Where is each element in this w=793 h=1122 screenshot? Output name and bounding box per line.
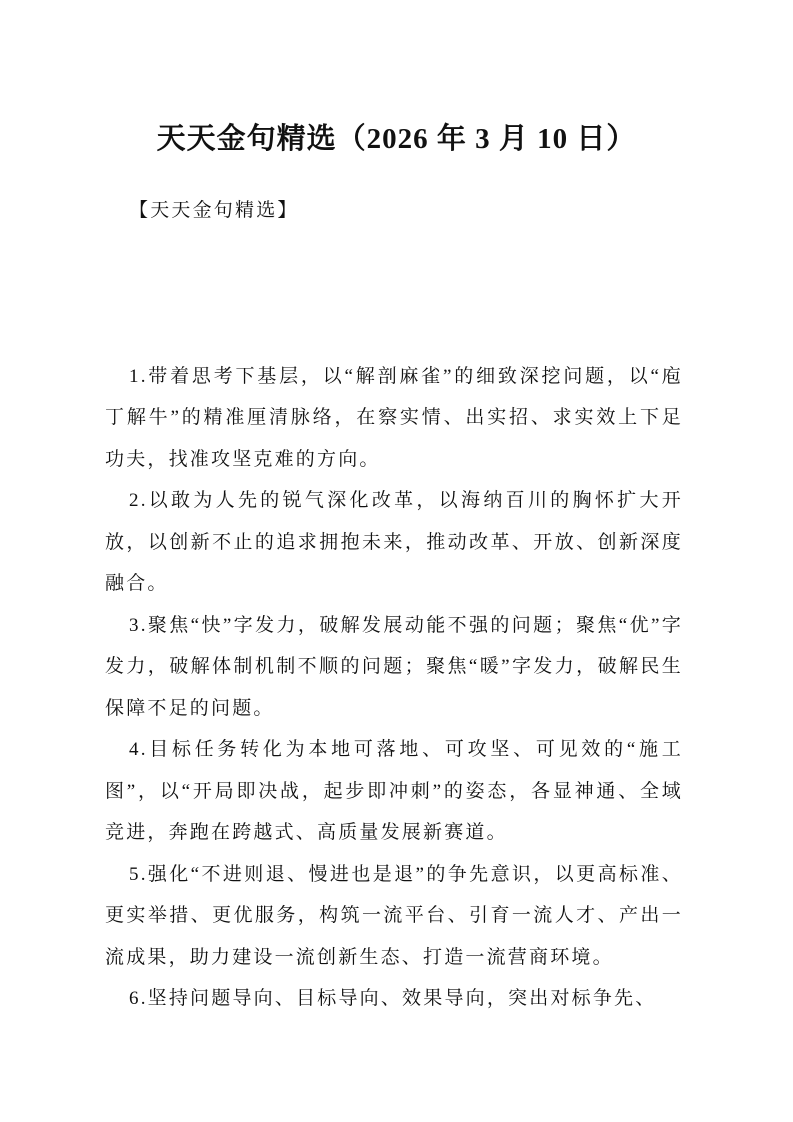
quote-paragraph-1: 1.带着思考下基层，以“解剖麻雀”的细致深挖问题，以“庖丁解牛”的精准厘清脉络，在察实情、出实招、求实效上下足功夫，找准攻坚克难的方向。 (105, 365, 683, 470)
quote-paragraph-2: 2.以敢为人先的锐气深化改革，以海纳百川的胸怀扩大开放，以创新不止的追求拥抱未来，推动改革、开放、创新深度融合。 (105, 490, 683, 594)
section-header: 【天天金句精选】 (129, 200, 299, 221)
quote-list (105, 356, 683, 1020)
quote-paragraph-4: 4.目标任务转化为本地可落地、可攻坚、可见效的“施工图”，以“开局即决战，起步即冲刺”的姿态，各显神通、全域竞进，奔跑在跨越式、高质量发展新赛道。 (105, 739, 683, 843)
quote-paragraph-3: 3.聚焦“快”字发力，破解发展动能不强的问题；聚焦“优”字发力，破解体制机制不顺的问题；聚焦“暖”字发力，破解民生保障不足的问题。 (105, 614, 683, 719)
quote-paragraph-5: 5.强化“不进则退、慢进也是退”的争先意识，以更高标准、更实举措、更优服务，构筑一流平台、引育一流人才、产出一流成果，助力建设一流创新生态、打造一流营商环境。 (105, 863, 683, 968)
quote-paragraph-6: 6.坚持问题导向、目标导向、效果导向，突出对标争先、 (129, 988, 657, 1009)
document-body (105, 190, 683, 1020)
document-title: 天天金句精选（2026 年 3 月 10 日） (156, 123, 637, 155)
